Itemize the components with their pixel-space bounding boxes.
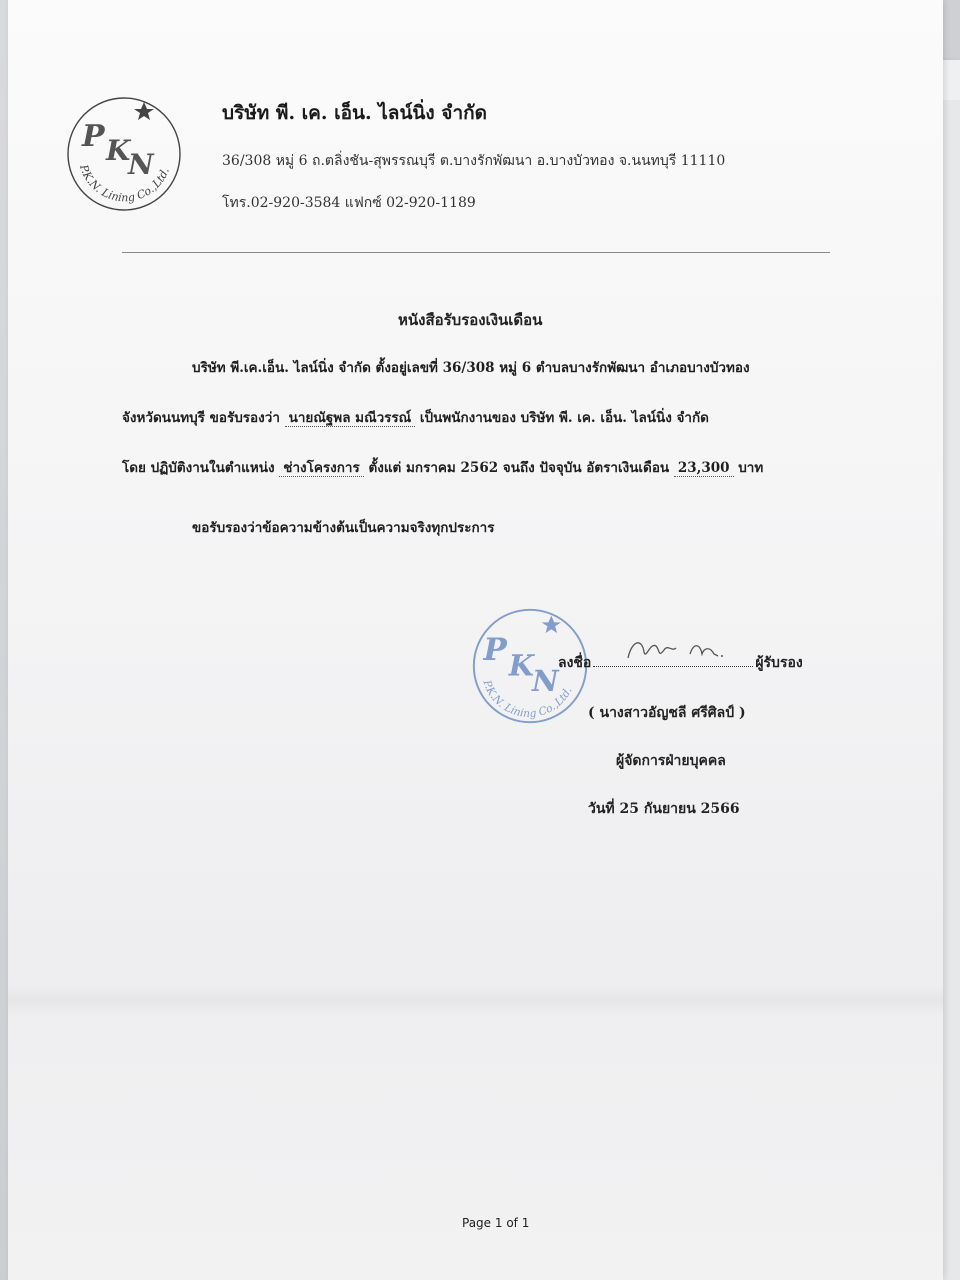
employee-position: ช่างโครงการ xyxy=(279,460,363,477)
body-line-1: บริษัท พี.เค.เอ็น. ไลน์นิ่ง จำกัด ตั้งอยู่เลขที่ 36/308 หมู่ 6 ตำบลบางรักพัฒนา อำเภอบางบัวทอง xyxy=(192,360,750,376)
body-line-2-end: เป็นพนักงานของ บริษัท พี. เค. เอ็น. ไลน์นิ่ง จำกัด xyxy=(419,410,709,426)
svg-text:P: P xyxy=(82,119,105,154)
body-line-2 xyxy=(122,406,709,428)
svg-text:N: N xyxy=(128,148,154,181)
paper-fold xyxy=(8,985,943,1015)
signatory-name: ( นางสาวอัญชลี ศรีศิลป์ ) xyxy=(588,705,746,721)
svg-text:P: P xyxy=(483,632,507,669)
company-name: บริษัท พี. เค. เอ็น. ไลน์นิ่ง จำกัด xyxy=(222,102,487,124)
company-contact: โทร.02-920-3584 แฟกซ์ 02-920-1189 xyxy=(222,195,476,211)
salary-amount: 23,300 xyxy=(674,460,734,477)
document-title: หนังสือรับรองเงินเดือน xyxy=(398,311,543,329)
issue-date: วันที่ 25 กันยายน 2566 xyxy=(588,801,740,817)
signatory-title: ผู้จัดการฝ่ายบุคคล xyxy=(616,753,726,769)
company-address: 36/308 หมู่ 6 ถ.ตลิ่งชัน-สุพรรณบุรี ต.บางรักพัฒนา อ.บางบัวทอง จ.นนทบุรี 11110 xyxy=(222,153,726,169)
body-line-3-middle: ตั้งแต่ มกราคม 2562 จนถึง ปัจจุบัน อัตราเงินเดือน xyxy=(368,460,670,476)
sign-label: ลงชื่อ xyxy=(558,655,592,671)
employee-name: นายณัฐพล มณีวรรณ์ xyxy=(285,410,416,427)
svg-text:K: K xyxy=(508,648,534,683)
stamp-text: P.K.N. Lining Co.,Ltd. xyxy=(480,678,575,720)
svg-text:K: K xyxy=(106,134,131,167)
signature-dots xyxy=(593,666,753,667)
body-line-2-start: จังหวัดนนทบุรี ขอรับรองว่า xyxy=(122,410,280,426)
body-line-3 xyxy=(122,456,763,478)
header-divider xyxy=(122,252,830,253)
salary-currency: บาท xyxy=(738,460,764,476)
certifier-label: ผู้รับรอง xyxy=(755,655,803,671)
signature-line xyxy=(558,652,803,674)
page-number: Page 1 of 1 xyxy=(462,1216,530,1230)
closing-statement: ขอรับรองว่าข้อความข้างต้นเป็นความจริงทุกประการ xyxy=(192,520,495,536)
svg-text:N: N xyxy=(531,664,559,699)
company-logo xyxy=(62,88,190,216)
body-line-3-start: โดย ปฏิบัติงานในตำแหน่ง xyxy=(122,460,275,476)
logo-text: P.K.N. Lining Co.,Ltd. xyxy=(77,163,172,205)
